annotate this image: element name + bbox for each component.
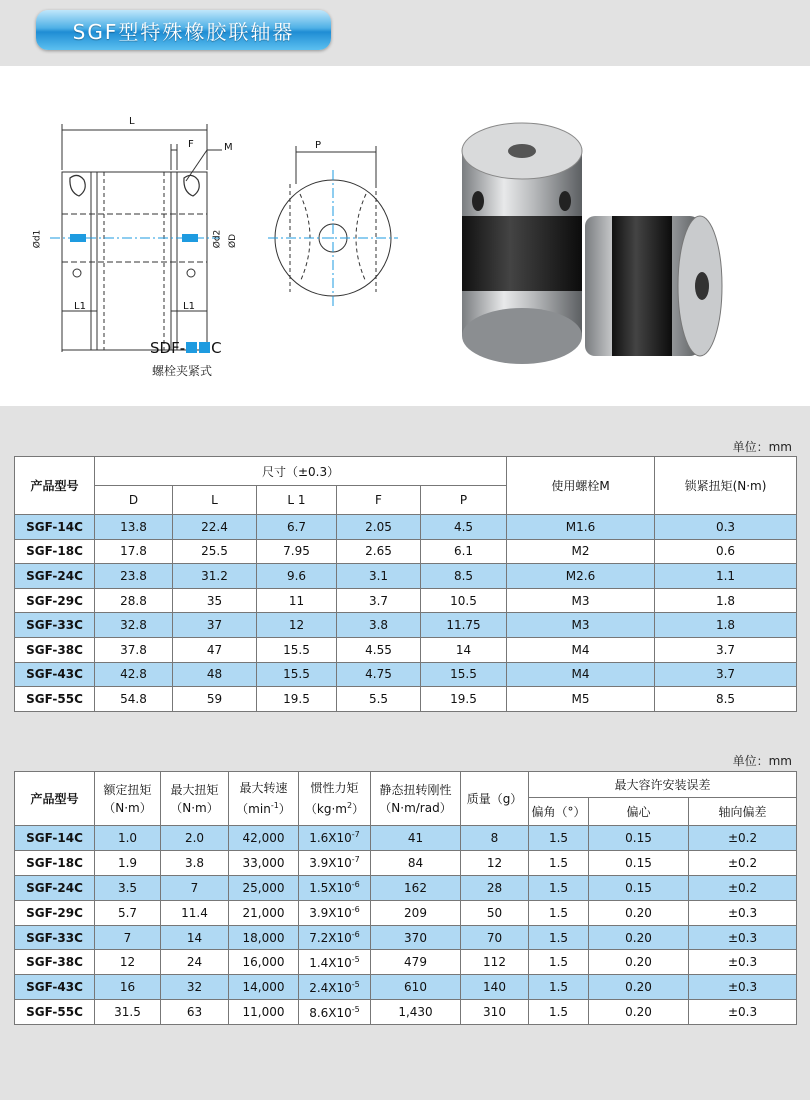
header-offset: 偏心 (589, 798, 689, 826)
value-cell: 35 (173, 588, 257, 613)
header-bolt: 使用螺栓M (507, 457, 655, 515)
model-cell: SGF-29C (15, 900, 95, 925)
value-cell: 23.8 (95, 564, 173, 589)
value-cell: 3.7 (655, 662, 797, 687)
value-cell: 7 (95, 925, 161, 950)
value-cell: 1.8 (655, 613, 797, 638)
value-cell: 1.5 (529, 975, 589, 1000)
value-cell: 3.1 (337, 564, 421, 589)
value-cell: 1.0 (95, 826, 161, 851)
header-F: F (337, 486, 421, 515)
value-cell: 12 (95, 950, 161, 975)
value-cell: 1.5 (529, 875, 589, 900)
value-cell: 42,000 (229, 826, 299, 851)
value-cell: 21,000 (229, 900, 299, 925)
model-cell: SGF-18C (15, 539, 95, 564)
value-cell: 1.9 (95, 850, 161, 875)
value-cell: 5.7 (95, 900, 161, 925)
value-cell: 1.5 (529, 925, 589, 950)
value-cell: M4 (507, 662, 655, 687)
header-L: L (173, 486, 257, 515)
model-cell: SGF-14C (15, 515, 95, 540)
value-cell: ±0.2 (689, 875, 797, 900)
value-cell: 11 (257, 588, 337, 613)
model-cell: SGF-43C (15, 975, 95, 1000)
value-cell: 8.5 (421, 564, 507, 589)
dim-L-label: L (129, 116, 135, 127)
header-stiffness: 静态扭转刚性 （N·m/rad） (371, 772, 461, 826)
value-cell: 19.5 (421, 687, 507, 712)
table-row (15, 588, 797, 613)
value-cell: 0.20 (589, 925, 689, 950)
value-cell: ±0.2 (689, 850, 797, 875)
model-cell: SGF-18C (15, 850, 95, 875)
value-cell: 0.15 (589, 826, 689, 851)
value-cell: 2.05 (337, 515, 421, 540)
value-cell: 610 (371, 975, 461, 1000)
value-cell: 1.5 (529, 826, 589, 851)
value-cell: 7 (161, 875, 229, 900)
value-cell: 25.5 (173, 539, 257, 564)
value-cell: 3.8 (337, 613, 421, 638)
value-cell: 0.3 (655, 515, 797, 540)
dimensions-table (14, 456, 797, 712)
value-cell: $3.9X10^{-6}$ (299, 900, 371, 925)
table-row (15, 875, 797, 900)
value-cell: 12 (257, 613, 337, 638)
value-cell: 42.8 (95, 662, 173, 687)
table-row (15, 662, 797, 687)
value-cell: 25,000 (229, 875, 299, 900)
model-cell: SGF-29C (15, 588, 95, 613)
model-subtitle: 螺栓夹紧式 (152, 364, 213, 378)
value-cell: 4.55 (337, 637, 421, 662)
value-cell: 8.5 (655, 687, 797, 712)
unit-label-1: 单位：mm (732, 440, 792, 454)
value-cell: ±0.3 (689, 925, 797, 950)
value-cell: 24 (161, 950, 229, 975)
header-torque: 锁紧扭矩(N·m) (655, 457, 797, 515)
value-cell: 33,000 (229, 850, 299, 875)
model-cell: SGF-24C (15, 875, 95, 900)
value-cell: 37 (173, 613, 257, 638)
value-cell: 50 (461, 900, 529, 925)
dim-F-label: F (188, 139, 194, 150)
value-cell: ±0.3 (689, 975, 797, 1000)
value-cell: 31.2 (173, 564, 257, 589)
performance-table (14, 771, 797, 1025)
value-cell: 0.20 (589, 975, 689, 1000)
value-cell: 63 (161, 1000, 229, 1025)
value-cell: 28.8 (95, 588, 173, 613)
dim-L1-right-label: L1 (183, 301, 195, 312)
value-cell: 12 (461, 850, 529, 875)
value-cell: 4.75 (337, 662, 421, 687)
value-cell: $1.5X10^{-6}$ (299, 875, 371, 900)
value-cell: 0.20 (589, 1000, 689, 1025)
value-cell: 209 (371, 900, 461, 925)
table-row (15, 850, 797, 875)
value-cell: 4.5 (421, 515, 507, 540)
value-cell: M4 (507, 637, 655, 662)
value-cell: 15.5 (257, 662, 337, 687)
value-cell: 28 (461, 875, 529, 900)
value-cell: 0.20 (589, 950, 689, 975)
value-cell: 0.6 (655, 539, 797, 564)
value-cell: 112 (461, 950, 529, 975)
value-cell: $2.4X10^{-5}$ (299, 975, 371, 1000)
page-title: SGF型特殊橡胶联轴器 (72, 19, 295, 44)
value-cell: 11.4 (161, 900, 229, 925)
value-cell: 11,000 (229, 1000, 299, 1025)
value-cell: $8.6X10^{-5}$ (299, 1000, 371, 1025)
table-row (15, 687, 797, 712)
value-cell: 2.65 (337, 539, 421, 564)
unit-label-2: 单位：mm (732, 754, 792, 768)
value-cell: 16 (95, 975, 161, 1000)
value-cell: 15.5 (257, 637, 337, 662)
model-cell: SGF-14C (15, 826, 95, 851)
table-row (15, 950, 797, 975)
technical-drawing (0, 66, 810, 406)
dim-d1-label: Ød1 (32, 229, 43, 249)
dim-D-label: ØD (228, 233, 239, 249)
value-cell: $1.6X10^{-7}$ (299, 826, 371, 851)
model-code: SDF- C (150, 339, 222, 357)
header-size: 尺寸（±0.3） (95, 457, 507, 486)
value-cell: 6.1 (421, 539, 507, 564)
table-row (15, 975, 797, 1000)
value-cell: 48 (173, 662, 257, 687)
header-angle: 偏角（°） (529, 798, 589, 826)
value-cell: M2.6 (507, 564, 655, 589)
value-cell: 1,430 (371, 1000, 461, 1025)
value-cell: 11.75 (421, 613, 507, 638)
value-cell: 14 (421, 637, 507, 662)
value-cell: 7.95 (257, 539, 337, 564)
header-max-speed: 最大转速 $(\min^{-1})$ (229, 772, 299, 826)
value-cell: 47 (173, 637, 257, 662)
value-cell: $1.4X10^{-5}$ (299, 950, 371, 975)
value-cell: 37.8 (95, 637, 173, 662)
value-cell: 8 (461, 826, 529, 851)
table-row (15, 613, 797, 638)
value-cell: 3.8 (161, 850, 229, 875)
dim-L1-left-label: L1 (74, 301, 86, 312)
value-cell: $3.9X10^{-7}$ (299, 850, 371, 875)
header-misalignment: 最大容许安装误差 (529, 772, 797, 798)
value-cell: 15.5 (421, 662, 507, 687)
value-cell: M1.6 (507, 515, 655, 540)
value-cell: 32.8 (95, 613, 173, 638)
value-cell: M5 (507, 687, 655, 712)
value-cell: 22.4 (173, 515, 257, 540)
value-cell: 32 (161, 975, 229, 1000)
header-model: 产品型号 (15, 457, 95, 515)
value-cell: ±0.2 (689, 826, 797, 851)
value-cell: 18,000 (229, 925, 299, 950)
dim-P-label: P (315, 140, 322, 151)
value-cell: M2 (507, 539, 655, 564)
dim-M-label: M (224, 142, 233, 153)
value-cell: M3 (507, 613, 655, 638)
value-cell: 0.15 (589, 875, 689, 900)
value-cell: 31.5 (95, 1000, 161, 1025)
model-cell: SGF-38C (15, 637, 95, 662)
value-cell: 0.15 (589, 850, 689, 875)
value-cell: $7.2X10^{-6}$ (299, 925, 371, 950)
value-cell: 370 (371, 925, 461, 950)
value-cell: 19.5 (257, 687, 337, 712)
model-cell: SGF-55C (15, 687, 95, 712)
value-cell: ±0.3 (689, 1000, 797, 1025)
value-cell: 3.7 (655, 637, 797, 662)
header-D: D (95, 486, 173, 515)
header-axial: 轴向偏差 (689, 798, 797, 826)
table-row (15, 539, 797, 564)
value-cell: 162 (371, 875, 461, 900)
value-cell: ±0.3 (689, 950, 797, 975)
table-row (15, 1000, 797, 1025)
value-cell: 84 (371, 850, 461, 875)
coupling-photo (462, 123, 722, 364)
value-cell: 479 (371, 950, 461, 975)
header-mass: 质量（g） (461, 772, 529, 826)
model-cell: SGF-55C (15, 1000, 95, 1025)
value-cell: 3.7 (337, 588, 421, 613)
figure-panel (0, 66, 810, 406)
model-cell: SGF-33C (15, 613, 95, 638)
header-P: P (421, 486, 507, 515)
header-L1: L 1 (257, 486, 337, 515)
header-model-2: 产品型号 (15, 772, 95, 826)
dim-d2-label: Ød2 (212, 229, 223, 249)
value-cell: 13.8 (95, 515, 173, 540)
value-cell: 2.0 (161, 826, 229, 851)
header-rated-torque: 额定扭矩 （N·m） (95, 772, 161, 826)
table-row (15, 637, 797, 662)
value-cell: 70 (461, 925, 529, 950)
value-cell: 1.5 (529, 950, 589, 975)
model-cell: SGF-24C (15, 564, 95, 589)
value-cell: 59 (173, 687, 257, 712)
value-cell: 54.8 (95, 687, 173, 712)
model-cell: SGF-33C (15, 925, 95, 950)
table-row (15, 564, 797, 589)
value-cell: 1.5 (529, 900, 589, 925)
value-cell: 3.5 (95, 875, 161, 900)
value-cell: 14 (161, 925, 229, 950)
table-row (15, 900, 797, 925)
value-cell: 140 (461, 975, 529, 1000)
value-cell: 1.8 (655, 588, 797, 613)
value-cell: 1.5 (529, 850, 589, 875)
value-cell: 9.6 (257, 564, 337, 589)
value-cell: 14,000 (229, 975, 299, 1000)
value-cell: 41 (371, 826, 461, 851)
title-banner (36, 10, 331, 50)
header-inertia: 惯性力矩 $(kg\cdot m^2)$ (299, 772, 371, 826)
value-cell: ±0.3 (689, 900, 797, 925)
value-cell: 0.20 (589, 900, 689, 925)
value-cell: 10.5 (421, 588, 507, 613)
value-cell: 5.5 (337, 687, 421, 712)
table-row (15, 925, 797, 950)
value-cell: M3 (507, 588, 655, 613)
value-cell: 16,000 (229, 950, 299, 975)
model-cell: SGF-38C (15, 950, 95, 975)
table-row (15, 515, 797, 540)
model-cell: SGF-43C (15, 662, 95, 687)
value-cell: 17.8 (95, 539, 173, 564)
header-max-torque: 最大扭矩 （N·m） (161, 772, 229, 826)
value-cell: 1.1 (655, 564, 797, 589)
table-row (15, 826, 797, 851)
value-cell: 6.7 (257, 515, 337, 540)
value-cell: 1.5 (529, 1000, 589, 1025)
value-cell: 310 (461, 1000, 529, 1025)
